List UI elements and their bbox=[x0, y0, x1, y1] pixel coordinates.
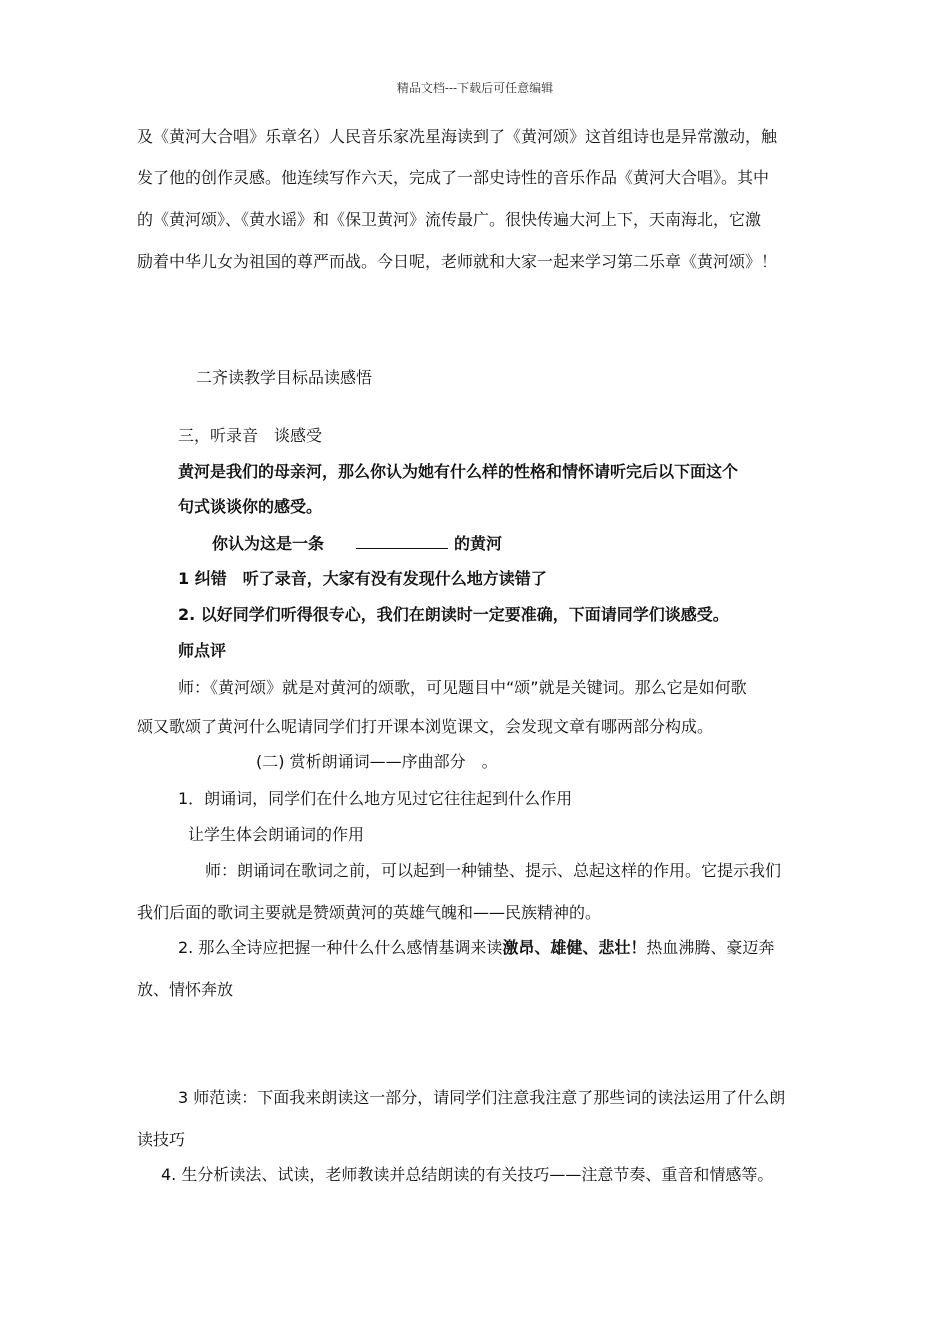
fill-in-sentence bbox=[212, 533, 502, 555]
question-2-text: 2. 那么全诗应把握一种什么什么感情基调来读 bbox=[178, 938, 503, 957]
section-3-heading: 三，听录音 谈感受 bbox=[178, 426, 323, 445]
question-1-goal: 让学生体会朗诵词的作用 bbox=[188, 825, 365, 844]
intro-line-2: 发了他的创作灵感。他连续写作六天，完成了一部史诗性的音乐作品《黄河大合唱》。其中 bbox=[137, 168, 770, 187]
prompt-line-1: 黄河是我们的母亲河，那么你认为她有什么样的性格和情怀请听完后以下面这个 bbox=[178, 462, 739, 481]
page-header: 精品文档---下载后可任意编辑 bbox=[396, 81, 554, 95]
question-2 bbox=[178, 937, 774, 959]
subsection-heading: (二) 赏析朗诵词——序曲部分 。 bbox=[256, 752, 498, 771]
teacher-explanation-line-1: 师：朗诵词在歌词之前，可以起到一种铺垫、提示、总起这样的作用。它提示我们 bbox=[205, 861, 782, 880]
item-2: 2. 以好同学们听得很专心，我们在朗读时一定要准确，下面请同学们谈感受。 bbox=[178, 605, 729, 624]
question-3-line-1: 3 师范读：下面我来朗读这一部分，请同学们注意我注意了那些词的读法运用了什么朗 bbox=[178, 1088, 786, 1107]
question-1: 1．朗诵词，同学们在什么地方见过它往往起到什么作用 bbox=[178, 789, 573, 808]
sentence-suffix: 的黄河 bbox=[454, 534, 503, 553]
comment-title: 师点评 bbox=[178, 641, 227, 660]
intro-line-3: 的《黄河颂》、《黄水谣》和《保卫黄河》流传最广。很快传遍大河上下，天南海北，它激 bbox=[137, 210, 762, 229]
question-2-emphasis: 激昂、雄健、悲壮！ bbox=[502, 938, 647, 957]
section-2-heading: 二齐读教学目标品读感悟 bbox=[196, 368, 373, 387]
question-4: 4. 生分析读法、试读，老师教读并总结朗读的有关技巧——注意节奏、重音和情感等。 bbox=[161, 1165, 774, 1184]
teacher-explanation-line-2: 我们后面的歌词主要就是赞颂黄河的英雄气魄和——民族精神的。 bbox=[137, 903, 602, 922]
teacher-comment-line-2: 颂又歌颂了黄河什么呢请同学们打开课本浏览课文，会发现文章有哪两部分构成。 bbox=[137, 717, 714, 736]
answer-blank bbox=[356, 533, 448, 549]
prompt-line-2: 句式谈谈你的感受。 bbox=[178, 497, 323, 516]
question-2-continuation: 热血沸腾、豪迈奔 bbox=[646, 938, 775, 957]
intro-line-1: 及《黄河大合唱》乐章名）人民音乐家冼星海读到了《黄河颂》这首组诗也是异常激动，触 bbox=[137, 127, 778, 146]
question-3-line-2: 读技巧 bbox=[137, 1130, 186, 1149]
sentence-prefix: 你认为这是一条 bbox=[212, 534, 325, 553]
item-1: 1 纠错 听了录音，大家有没有发现什么地方读错了 bbox=[178, 569, 547, 588]
teacher-comment-line-1: 师：《黄河颂》就是对黄河的颂歌，可见题目中“颂”就是关键词。那么它是如何歌 bbox=[178, 678, 747, 697]
question-2-line-2: 放、情怀奔放 bbox=[137, 980, 234, 999]
intro-line-4: 励着中华儿女为祖国的尊严而战。今日呢，老师就和大家一起来学习第二乐章《黄河颂》！ bbox=[137, 252, 778, 271]
